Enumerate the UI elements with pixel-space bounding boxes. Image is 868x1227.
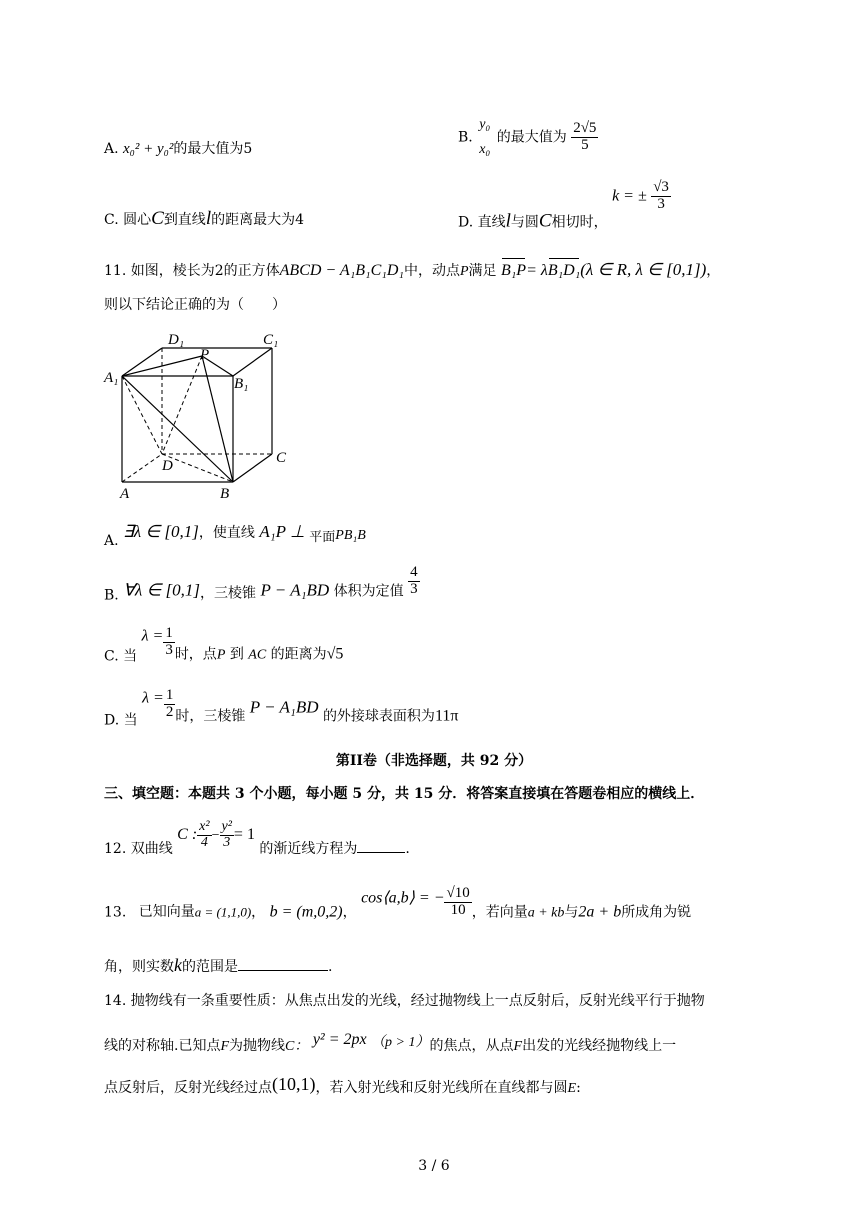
math-expression: x₀² + y₀² — [123, 141, 174, 157]
label-b: B — [220, 486, 230, 502]
label-a1: A₁ — [104, 370, 119, 386]
q11-option-c: C. 当 λ = $\frac{1}{3}$ 时，点P 到 AC 的距离为√5 — [104, 625, 344, 665]
q13-line2: 角，则实数k的范围是 . — [104, 955, 333, 975]
answer-blank — [238, 956, 328, 971]
q14-line2: 线的对称轴.已知点F为抛物线C： y² = 2px （p > 1）的焦点，从点F出发的光线经抛物线上一 — [104, 1031, 677, 1054]
label-d: D — [162, 458, 173, 474]
fraction: $\frac{2√5}{5}$ — [573, 120, 597, 154]
fraction: $\frac{√10}{10}$ — [446, 885, 470, 918]
q14-line1: 14. 抛物线有一条重要性质：从焦点出发的光线，经过抛物线上一点反射后，反射光线平行于抛物 — [104, 993, 705, 1009]
vector-b1p: B₁P — [500, 262, 527, 279]
fraction: $\frac{4}{3}$ — [410, 564, 418, 597]
label-b1: B₁ — [234, 376, 249, 392]
q10-option-b: B. y₀ x₀ 的最大值为 $\frac{2√5}{5}$ — [458, 117, 597, 157]
fraction: $\frac{1}{2}$ — [165, 687, 174, 720]
q11-option-b: B. ∀λ ∈ [0,1]，三棱锥 P − A₁BD 体积为定值 $\frac{4}{3}$ — [104, 564, 418, 604]
part2-title: 第II卷（非选择题，共 92 分） — [335, 753, 533, 769]
label-a: A — [120, 486, 130, 502]
fraction: $\frac{\text{x²}}{4}$ — [199, 819, 210, 850]
q10-option-d: D. 直线l与圆C相切时， k = ± $\frac{√3}{3}$ — [458, 179, 669, 232]
fraction: $\frac{√3}{3}$ — [653, 179, 669, 212]
q12: 12. 双曲线 C : $\frac{\text{x²}}{4}$ − $\frac{\text{y²}}{3}$ = 1 的渐近线方程为 . — [104, 819, 410, 858]
fraction: $\frac{\text{y²}}{3}$ — [221, 819, 232, 850]
q11-stem-line2: 则以下结论正确的为（ ） — [104, 297, 286, 313]
vector-b1d1: B₁D₁ — [547, 262, 581, 279]
fraction: y₀ x₀ — [479, 117, 491, 157]
q10-option-a: A. x₀² + y₀²的最大值为5 — [104, 141, 253, 157]
section3-title: 三、填空题：本题共 3 个小题，每小题 5 分，共 15 分．将答案直接填在答题卷相应的横线上． — [104, 786, 705, 802]
page-number: 3 / 6 — [418, 1158, 450, 1174]
cube-figure — [100, 326, 310, 506]
answer-blank — [357, 838, 405, 853]
q14-line3: 点反射后，反射光线经过点(10,1)，若入射光线和反射光线所在直线都与圆E: — [104, 1074, 581, 1096]
q11-option-a: A. ∃λ ∈ [0,1]，使直线 A₁P ⊥ 平面PB₁B — [104, 522, 366, 549]
label-c: C — [276, 450, 287, 466]
q13-line1: 13. 已知向量a = (1,1,0)， b = (m,0,2)， cos⟨a,b⟩ = − $\frac{√10}{10}$ ，若向量a + kb与2a + b所成角为锐 — [104, 885, 692, 921]
q11-option-d: D. 当 λ = $\frac{1}{2}$ 时，三棱锥 P − A₁BD 的外接球表面积为11π — [104, 687, 459, 729]
q10-option-c: C. 圆心C到直线l的距离最大为4 — [104, 208, 305, 229]
label-p: P — [200, 347, 210, 363]
label-c1: C₁ — [263, 332, 279, 348]
fraction: $\frac{1}{3}$ — [165, 625, 173, 658]
q11-stem-line1: 11. 如图，棱长为2的正方体ABCD − A₁B₁C₁D₁中，动点P满足 B₁P= λB₁D₁(λ ∈ R, λ ∈ [0,1])， — [104, 260, 721, 279]
label-d1: D₁ — [168, 332, 185, 348]
